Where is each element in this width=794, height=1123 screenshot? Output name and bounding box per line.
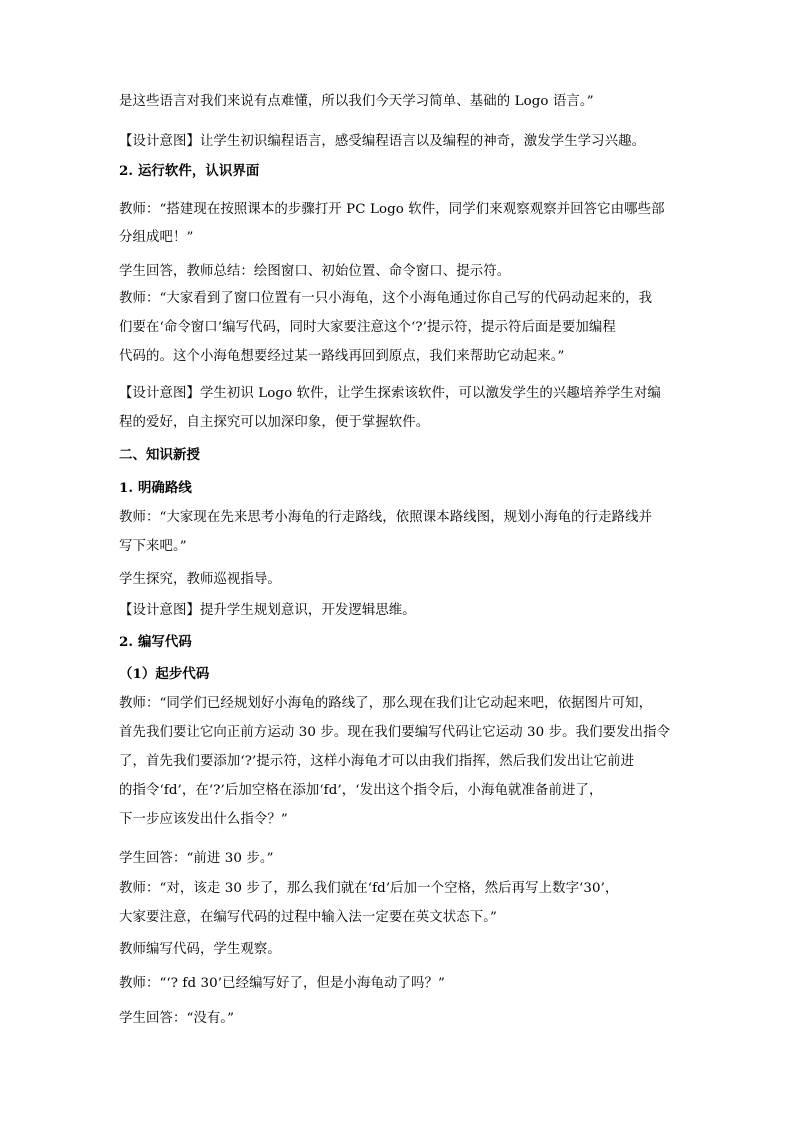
text-line: 是这些语言对我们来说有点难懂，所以我们今天学习简单、基础的 Logo 语言。” xyxy=(119,94,594,109)
section-heading: 1. 明确路线 xyxy=(119,480,192,496)
text-line: 下一步应该发出什么指令？” xyxy=(119,812,288,827)
text-line: 代码的。这个小海龟想要经过某一路线再回到原点，我们来帮助它动起来。” xyxy=(119,349,565,364)
design-intent-line: 【设计意图】让学生初识编程语言，感受编程语言以及编程的神奇，激发学生学习兴趣。 xyxy=(119,134,646,149)
text-line: 教师：“对，该走 30 步了，那么我们就在‘fd’后加一个空格，然后再写上数字‘30’， xyxy=(119,881,619,896)
section-heading: 二、知识新授 xyxy=(119,447,200,463)
text-line: 教师：“大家看到了窗口位置有一只小海龟，这个小海龟通过你自己写的代码动起来的，我 xyxy=(119,291,653,306)
section-heading: （1）起步代码 xyxy=(119,666,210,682)
text-line: 教师：“同学们已经规划好小海龟的路线了，那么现在我们让它动起来吧，依据图片可知， xyxy=(119,696,653,711)
text-line: 教师编写代码，学生观察。 xyxy=(119,942,281,957)
text-line: 的指令‘fd’，在‘?’后加空格在添加‘fd’，‘发出这个指令后，小海龟就准备前进了， xyxy=(119,783,603,798)
text-line: 教师：“搭建现在按照课本的步骤打开 PC Logo 软件，同学们来观察观察并回答它由哪些部 xyxy=(119,202,665,217)
text-line: 首先我们要让它向正前方运动 30 步。现在我们要编写代码让它运动 30 步。我们要发出指令 xyxy=(119,725,671,740)
text-line: 学生回答：“前进 30 步。” xyxy=(119,851,274,866)
text-line: 教师：“大家现在先来思考小海龟的行走路线，依照课本路线图，规划小海龟的行走路线并 xyxy=(119,510,653,525)
text-line: 学生探究，教师巡视指导。 xyxy=(119,572,281,587)
text-line: 学生回答，教师总结：绘图窗口、初始位置、命令窗口、提示符。 xyxy=(119,264,511,279)
design-intent-line: 【设计意图】提升学生规划意识，开发逻辑思维。 xyxy=(119,603,416,618)
text-line: 写下来吧。” xyxy=(119,539,187,554)
text-line: 教师：“‘? fd 30’已经编写好了，但是小海龟动了吗？” xyxy=(119,976,445,991)
design-intent-line: 【设计意图】学生初识 Logo 软件，让学生探索该软件，可以激发学生的兴趣培养学生对编 xyxy=(119,386,661,401)
text-line: 分组成吧！” xyxy=(119,230,194,245)
text-line: 们要在‘命令窗口’编写代码，同时大家要注意这个‘?’提示符，提示符后面是要加编程 xyxy=(119,320,616,335)
section-heading: 2. 运行软件，认识界面 xyxy=(119,163,260,179)
section-heading: 2. 编写代码 xyxy=(119,634,192,650)
text-line: 了，首先我们要添加‘?’提示符，这样小海龟才可以由我们指挥，然后我们发出让它前进 xyxy=(119,754,635,769)
text-line: 程的爱好，自主探究可以加深印象，便于掌握软件。 xyxy=(119,415,430,430)
text-line: 大家要注意，在编写代码的过程中输入法一定要在英文状态下。” xyxy=(119,910,497,925)
text-line: 学生回答：“没有。” xyxy=(119,1011,235,1026)
